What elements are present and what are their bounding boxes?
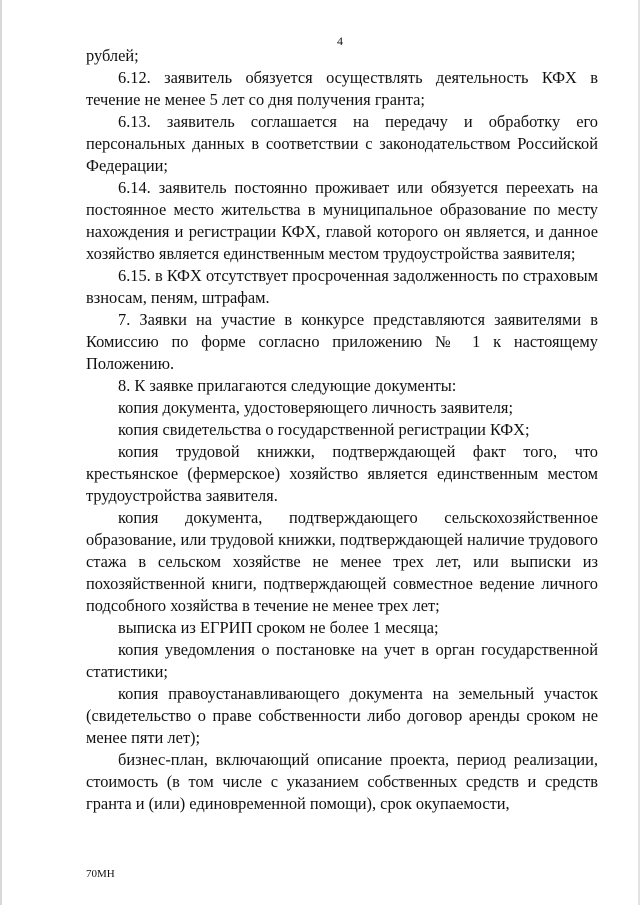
paragraph-6-15: 6.15. в КФХ отсутствует просроченная задолженность по страховым взносам, пеням, штрафам.: [86, 266, 598, 307]
paragraph-7: 7. Заявки на участие в конкурсе представляются заявителями в Комиссию по форме согласно приложению № 1 к настоящему Положению.: [86, 310, 598, 373]
document-body: [86, 45, 598, 815]
list-item-registration-certificate: копия свидетельства о государственной регистрации КФХ;: [118, 420, 530, 439]
list-item-land-title-document: копия правоустанавливающего документа на земельный участок (свидетельство о праве собственности либо договор аренды сроком не менее пяти лет);: [86, 684, 598, 747]
list-item-egrip-extract: выписка из ЕГРИП сроком не более 1 месяца;: [118, 618, 439, 637]
paragraph-8: 8. К заявке прилагаются следующие документы:: [118, 376, 457, 395]
paragraph-6-12: 6.12. заявитель обязуется осуществлять деятельность КФХ в течение не менее 5 лет со дня получения гранта;: [86, 68, 598, 109]
paragraph-continuation: рублей;: [86, 46, 139, 65]
list-item-work-record-book: копия трудовой книжки, подтверждающей факт того, что крестьянское (фермерское) хозяйство является единственным местом трудоустройства заявителя.: [86, 442, 598, 505]
list-item-education-document: копия документа, подтверждающего сельскохозяйственное образование, или трудовой книжки, подтверждающей наличие трудового стажа в сельском хозяйстве не менее трех лет, или выписки из похозяйственной книги, подтверждающей совместное ведение личного подсобного хозяйства в течение не менее трех лет;: [86, 508, 598, 615]
paragraph-6-13: 6.13. заявитель соглашается на передачу и обработку его персональных данных в соответствии с законодательством Российской Федерации;: [86, 112, 598, 175]
page-number: 4: [337, 34, 343, 48]
list-item-statistics-notice: копия уведомления о постановке на учет в орган государственной статистики;: [86, 640, 598, 681]
scan-edge-left: [0, 0, 2, 905]
footer-code: 70МН: [86, 868, 115, 880]
paragraph-6-14: 6.14. заявитель постоянно проживает или обязуется переехать на постоянное место жительства в муниципальное образование по месту нахождения и регистрации КФХ, главой которого он является, и данное хозяйство является единственным местом трудоустройства заявителя;: [86, 178, 598, 263]
list-item-identity-document: копия документа, удостоверяющего личность заявителя;: [118, 398, 514, 417]
list-item-business-plan: бизнес-план, включающий описание проекта, период реализации, стоимость (в том числе с указанием собственных средств и средств гранта и (или) единовременной помощи), срок окупаемости,: [86, 750, 598, 813]
